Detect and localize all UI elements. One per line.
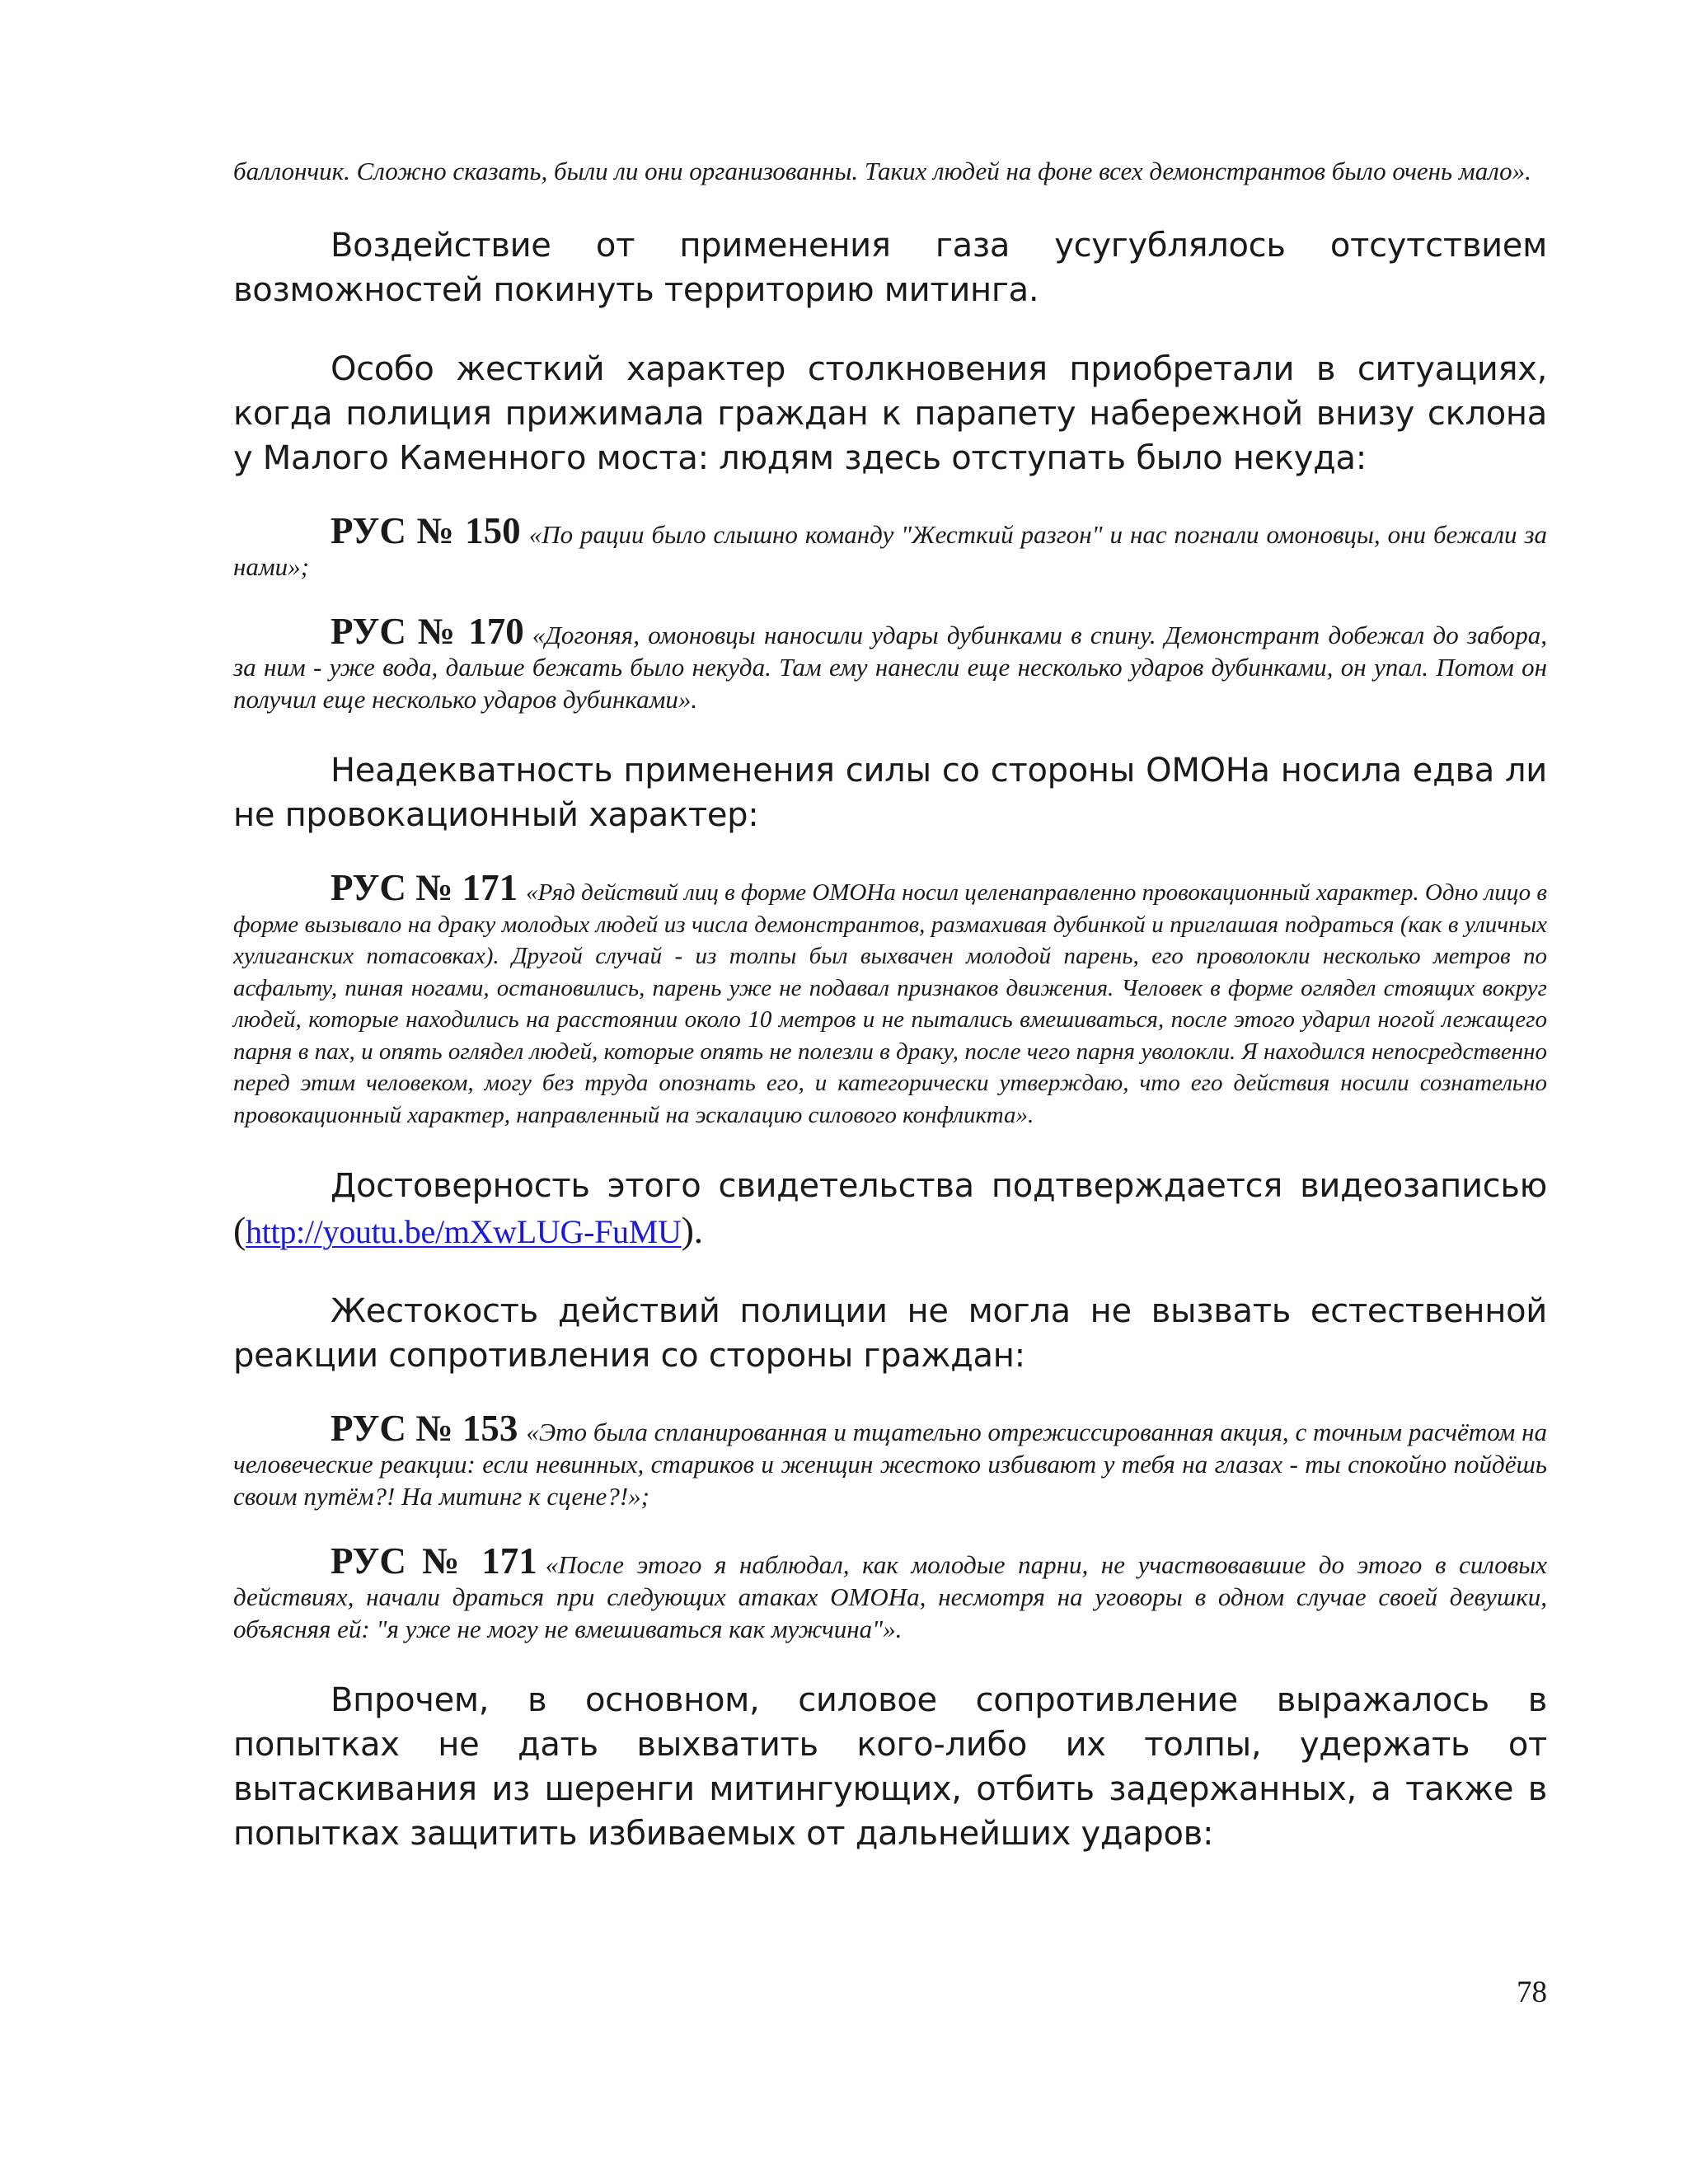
paragraph-resistance: Жестокость действий полиции не могла не вызвать естественной реакции сопротивления со стороны граждан: <box>233 1292 1547 1375</box>
testimony-150 <box>233 510 1547 583</box>
testimony-label: РУС № 171 <box>331 867 518 908</box>
testimony-label: РУС № 150 <box>331 510 521 551</box>
testimony-text: «После этого я наблюдал, как молодые парни, не участвовавшие до этого в силовых действиях, начали драться при следующих атаках ОМОНа, несмотря на уговоры в одном случае своей девушки, объясняя ей: "я уже не могу не вмешиваться как мужчина"». <box>233 1550 1548 1643</box>
video-link[interactable]: http://youtu.be/mXwLUG-FuMU <box>246 1213 682 1250</box>
page-number: 78 <box>1517 1975 1547 2009</box>
paragraph-embankment: Особо жесткий характер столкновения приобретали в ситуациях, когда полиция прижимала граждан к парапету набережной внизу склона у Малого Каменного моста: людям здесь отступать было некуда: <box>233 350 1547 477</box>
testimony-label: РУС № 170 <box>331 611 524 652</box>
testimony-text: «По рации было слышно команду "Жесткий разгон" и нас погнали омоновцы, они бежали за нами»; <box>233 520 1547 581</box>
testimony-171-b <box>233 1540 1548 1645</box>
testimony-text: «Догоняя, омоновцы наносили удары дубинками в спину. Демонстрант добежал до забора, за ним - уже вода, дальше бежать было некуда. Там ему нанесли еще несколько ударов дубинками, он упал. Потом он получил еще несколько ударов дубинками». <box>233 621 1548 714</box>
testimony-153 <box>233 1408 1548 1512</box>
paragraph-gas-impact: Воздействие от применения газа усугублялось отсутствием возможностей покинуть территорию митинга. <box>233 227 1547 309</box>
open-paren: ( <box>233 1209 246 1251</box>
intro-quote: баллончик. Сложно сказать, были ли они организованны. Таких людей на фоне всех демонстрантов было очень мало». <box>233 157 1531 185</box>
testimony-171-a <box>233 867 1547 1131</box>
paragraph-video-evidence <box>233 1164 1547 1254</box>
testimony-text: «Это была спланированная и тщательно отрежиссированная акция, с точным расчётом на человеческие реакции: если невинных, стариков и женщин жестоко избивают у тебя на глазах - ты спокойно пойдёшь своим путём?! На митинг к сцене?!»; <box>233 1418 1548 1511</box>
testimony-label: РУС № 153 <box>331 1408 518 1449</box>
testimony-label: РУС № 171 <box>331 1540 537 1582</box>
testimony-text: «Ряд действий лиц в форме ОМОНа носил целенаправленно провокационный характер. Одно лицо в форме вызывало на драку молодых людей из числа демонстрантов, размахивая дубинкой и приглашая подраться (как в уличных хулиганских потасовках). Другой случай - из толпы был выхвачен молодой парень, его проволокли несколько метров по асфальту, пиная ногами, остановились, парень уже не подавал признаков движения. Человек в форме оглядел стоящих вокруг людей, которые находились на расстоянии около 10 метров и не пытались вмешиваться, после этого ударил ногой лежащего парня в пах, и опять оглядел людей, которые опять не полезли в драку, после чего парня уволокли. Я находился непосредственно перед этим человеком, могу без труда опознать его, и категорически утверждаю, что его действия носили сознательно провокационный характер, направленный на эскалацию силового конфликта». <box>233 879 1547 1128</box>
document-body <box>233 155 1547 1891</box>
paragraph-defense: Впрочем, в основном, силовое сопротивление выражалось в попытках не дать выхватить кого-либо их толпы, удержать от вытаскивания из шеренги митингующих, отбить задержанных, а также в попытках защитить избиваемых от дальнейших ударов: <box>233 1681 1547 1853</box>
close-paren: ). <box>681 1209 703 1251</box>
video-evidence-text: Достоверность этого свидетельства подтверждается видеозаписью <box>331 1167 1547 1205</box>
testimony-170 <box>233 611 1548 715</box>
paragraph-provocation: Неадекватность применения силы со стороны ОМОНа носила едва ли не провокационный характер: <box>233 752 1547 834</box>
